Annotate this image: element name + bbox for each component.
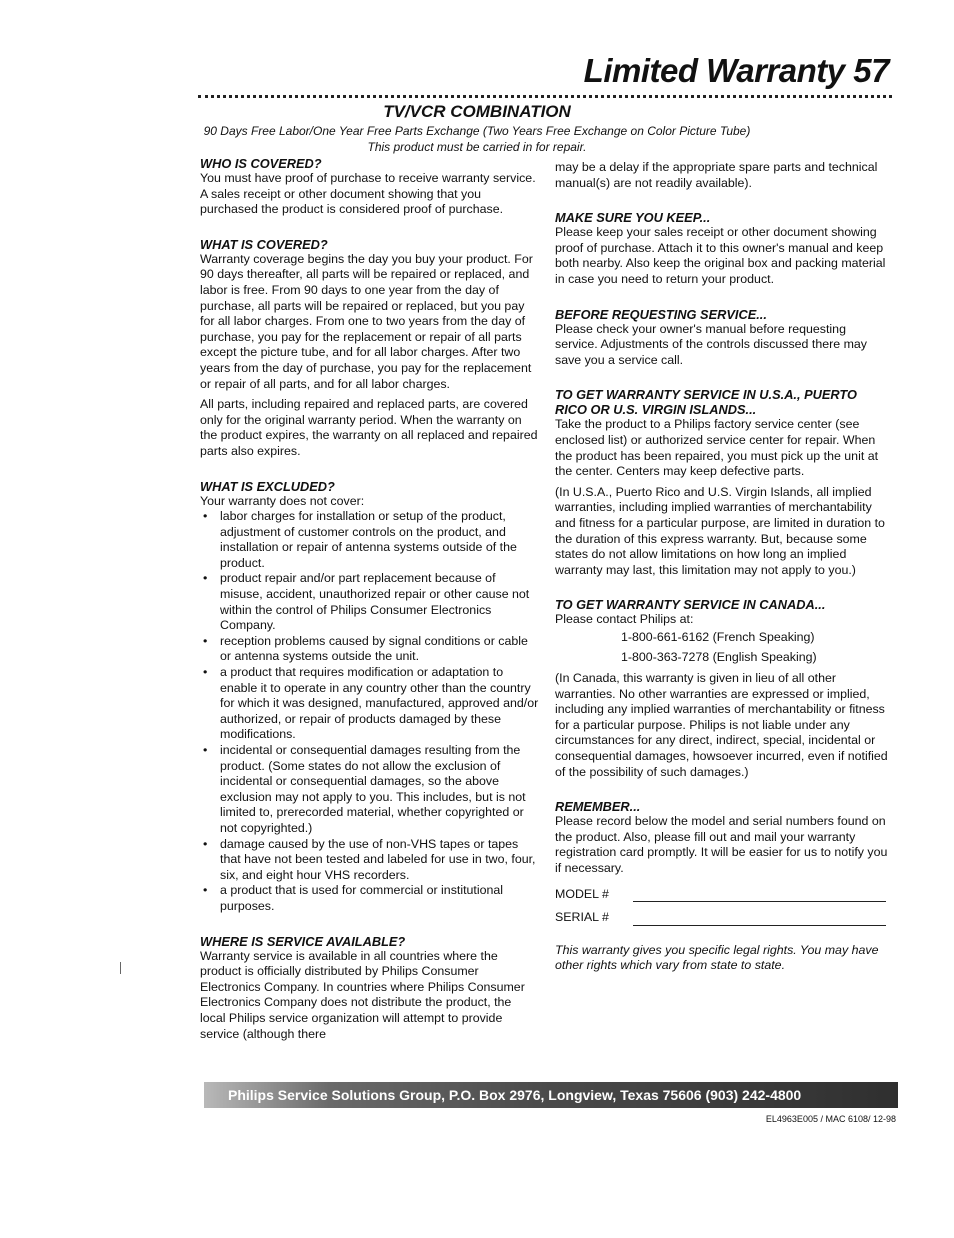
model-label: MODEL # (555, 886, 609, 901)
footer-banner: Philips Service Solutions Group, P.O. Box 2976, Longview, Texas 75606 (903) 242-4800 (204, 1082, 898, 1108)
phone-french: 1-800-661-6162 (French Speaking) (621, 629, 815, 644)
list-item: • damage caused by the use of non-VHS tapes or tapes that have not been tested and labeled for use in two, four, six, and eight hour VHS recorders. (200, 837, 540, 884)
where-available-text: Warranty service is available in all countries where the product is officially distributed by Philips Consumer Electronics Company. In countries where Philips Consumer Electronics Company does not distribute the product, the local Philips service organization will attempt to provide service (although there (200, 948, 525, 1041)
page-title: Limited Warranty 57 (583, 52, 889, 89)
excluded-intro: Your warranty does not cover: (200, 493, 365, 508)
what-covered-heading: WHAT IS COVERED? (200, 236, 328, 252)
keep-heading: MAKE SURE YOU KEEP... (555, 210, 711, 226)
who-covered-text: You must have proof of purchase to receive warranty service. A sales receipt or other document showing that you purchased the product is considered proof of purchase. (200, 171, 536, 217)
excluded-heading: WHAT IS EXCLUDED? (200, 478, 335, 494)
canada-warranty-text: (In Canada, this warranty is given in lieu of all other warranties. No other warranties are expressed or implied, including any implied warranties of merchantability or fitness for a particular purpose. Philips is not liable under any circumstances for any direct, indirect, special, incidental or consequential damages, howsoever incurred, even if notified of the possibility of such damages.) (555, 671, 888, 779)
parts-coverage-text: All parts, including repaired and replaced parts, are covered only for the original warranty period. When the warranty on the product expires, the warranty on all replaced and repaired parts also expires. (200, 397, 538, 458)
document-code: EL4963E005 / MAC 6108/ 12-98 (765, 1114, 896, 1124)
remember-text: Please record below the model and serial numbers found on the product. Also, please fill out and mail your warranty registration card promptly. It will be easier for us to notify you if necessary. (555, 814, 888, 875)
list-item: • product repair and/or part replacement because of misuse, accident, unauthorized repair or other cause not within the control of Philips Consumer Electronics Company. (200, 571, 540, 633)
model-input-line[interactable] (633, 889, 886, 902)
before-service-text: Please check your owner's manual before requesting service. Adjustments of the controls discussed there may save you a service call. (555, 321, 867, 367)
list-item: • labor charges for installation or setup of the product, adjustment of customer controls on the product, and installation or repair of antenna systems outside of the product. (200, 509, 540, 571)
remember-heading: REMEMBER... (555, 799, 641, 815)
list-item: • incidental or consequential damages resulting from the product. (Some states do not allow the exclusion of incidental or consequential damages, so the above exclusion may not apply to you. This includes, but is not limited to, prerecorded material, whether copyrighted or not copyrighted.) (200, 743, 540, 837)
exclusions-list (200, 509, 540, 914)
section-title: TV/VCR COMBINATION (383, 102, 571, 121)
implied-warranty-text: (In U.S.A., Puerto Rico and U.S. Virgin Islands, all implied warranties, including implied warranties of merchantability and fitness for a particular purpose, are limited in duration to the duration of this express warranty. But, because some states do not allow limitations on how long an implied warranty may last, this limitation may not apply to you.) (555, 484, 885, 577)
legal-rights-note: This warranty gives you specific legal rights. You may have other rights which vary from state to state. (555, 942, 879, 973)
who-covered-heading: WHO IS COVERED? (200, 156, 322, 171)
canada-service-heading: TO GET WARRANTY SERVICE IN CANADA... (555, 597, 826, 613)
left-column (200, 156, 540, 1047)
right-column (555, 160, 890, 979)
model-field (555, 887, 890, 903)
list-item: • reception problems caused by signal conditions or cable or antenna systems outside the unit. (200, 634, 540, 665)
where-available-heading: WHERE IS SERVICE AVAILABLE? (200, 933, 406, 949)
usa-service-heading: TO GET WARRANTY SERVICE IN U.S.A., PUERTO RICO OR U.S. VIRGIN ISLANDS... (555, 387, 857, 418)
serial-field (555, 910, 890, 926)
continued-text: may be a delay if the appropriate spare parts and technical manual(s) are not readily available). (555, 160, 878, 190)
warranty-terms: 90 Days Free Labor/One Year Free Parts Exchange (Two Years Free Exchange on Color Picture Tube) (203, 124, 751, 138)
before-service-heading: BEFORE REQUESTING SERVICE... (555, 306, 767, 322)
what-covered-text: Warranty coverage begins the day you buy your product. For 90 days thereafter, all parts will be repaired or replaced, and labor is free. From 90 days to one year from the day of purchase, all parts will be repaired or replaced, but you pay for all labor charges. From one to two years from the day of purchase, you pay for the replacement or repair of all parts except the picture tube, and for all labor charges. After two years from the day of purchase, you pay for the replacement or repair of all parts, and for all labor charges. (200, 251, 533, 391)
canada-intro: Please contact Philips at: (555, 612, 694, 627)
usa-service-text: Take the product to a Philips factory service center (see enclosed list) or authorized service center for repair. When the product has been repaired, you must pick up the unit at the center. Centers may keep defective parts. (555, 417, 879, 479)
list-item: • a product that is used for commercial or institutional purposes. (200, 883, 540, 914)
carry-in-note: This product must be carried in for repair. (367, 140, 587, 154)
keep-text: Please keep your sales receipt or other document showing proof of purchase. Attach it to this owner's manual and keep both nearby. Also keep the original box and packing material in case you need to return your product. (555, 225, 886, 286)
list-item: • a product that requires modification or adaptation to enable it to operate in any country other than the country for which it was designed, manufactured, approved and/or authorized, or repair of products damaged by these modifications. (200, 665, 540, 743)
margin-mark (120, 962, 121, 974)
serial-input-line[interactable] (633, 913, 886, 926)
serial-label: SERIAL # (555, 910, 609, 925)
dotted-divider (198, 95, 892, 98)
phone-english: 1-800-363-7278 (English Speaking) (621, 650, 817, 665)
